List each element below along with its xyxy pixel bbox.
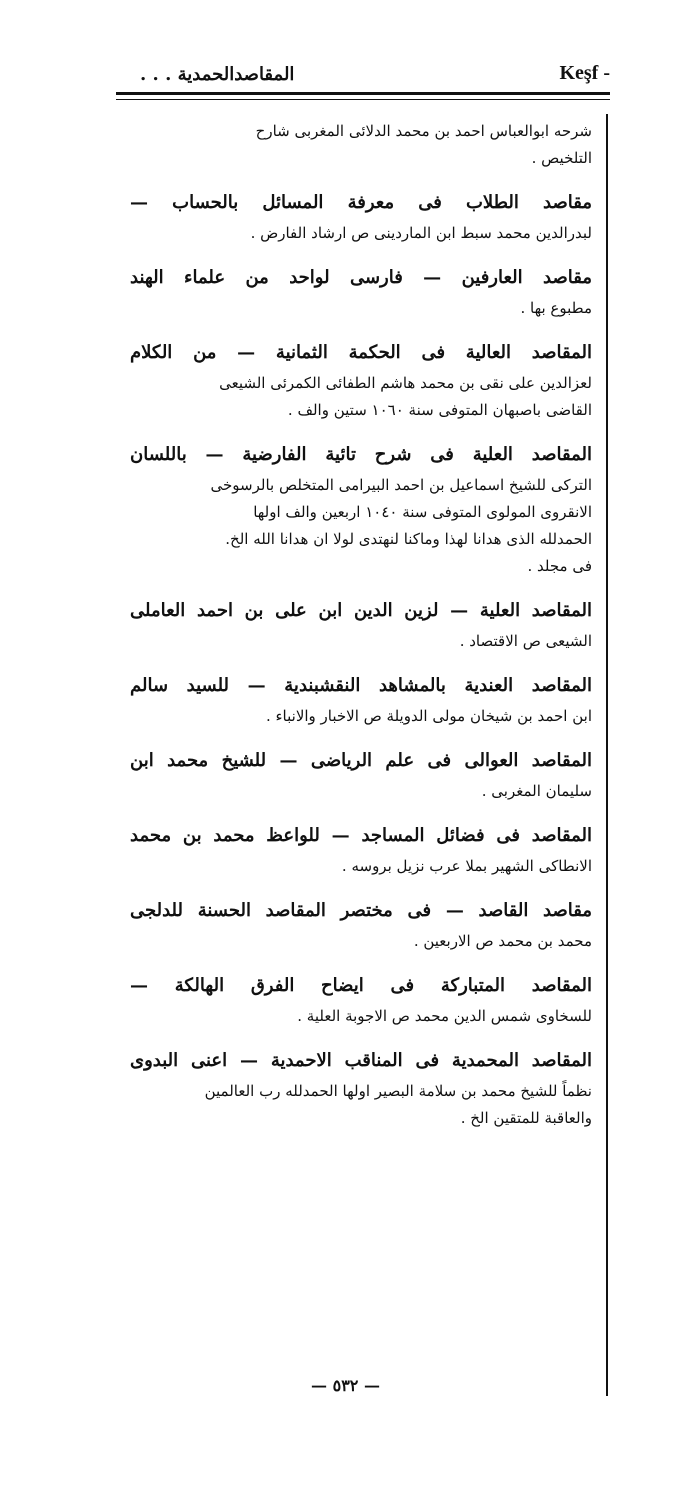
- entry-line: الشيعى ص الاقتصاد .: [459, 632, 592, 650]
- entry-line: لعزالدين على نقى بن محمد هاشم الطفائى الكمرئى الشيعى: [219, 374, 592, 392]
- entry: [130, 819, 592, 880]
- page-number: — ٥٣٢ —: [311, 1376, 380, 1395]
- entry-line: ابن احمد بن شيخان مولى الدويلة ص الاخبار والانباء .: [265, 707, 592, 725]
- entry: [130, 594, 592, 655]
- entry-line: سليمان المغربى .: [481, 782, 592, 800]
- entry-line: محمد بن محمد ص الاربعين .: [413, 932, 592, 950]
- entry: [130, 669, 592, 730]
- header-rule: [116, 92, 610, 95]
- entry-title: مقاصد القاصد — فى مختصر المقاصد الحسنة للدلجى: [130, 900, 592, 921]
- margin-rule: [606, 114, 608, 1396]
- entries-list: [130, 118, 592, 1378]
- entry-line: التركى للشيخ اسماعيل بن احمد البيرامى المتخلص بالرسوخى: [210, 476, 592, 494]
- entry: [130, 969, 592, 1030]
- entry-line: لبدرالدين محمد سبط ابن الماردينى ص ارشاد الفارض .: [250, 224, 592, 242]
- entry-line: القاضى باصبهان المتوفى سنة ١٠٦٠ ستين والف .: [287, 401, 592, 419]
- entry-title: المقاصد العندية بالمشاهد النقشبندية — للسيد سالم: [130, 675, 592, 696]
- entry-title: المقاصد العوالى فى علم الرياضى — للشيخ محمد ابن: [130, 750, 592, 771]
- entry-line: الانقروى المولوى المتوفى سنة ١٠٤٠ اربعين والف اولها: [253, 503, 592, 521]
- entry-title: مقاصد العارفين — فارسى لواحد من علماء الهند: [130, 267, 592, 288]
- running-head: [120, 62, 612, 92]
- entry-line: التلخيص .: [531, 149, 592, 167]
- entry-title: المقاصد المحمدية فى المناقب الاحمدية — اعنى البدوى: [130, 1050, 592, 1071]
- entry: [130, 118, 592, 172]
- entry-title: المقاصد فى فضائل المساجد — للواعظ محمد بن محمد: [130, 825, 592, 846]
- entry-line: الانطاكى الشهير بملا عرب نزيل بروسه .: [341, 857, 592, 875]
- entry: [130, 744, 592, 805]
- entry-line: نظماً للشيخ محمد بن سلامة البصير اولها الحمدلله رب العالمين: [204, 1082, 592, 1100]
- header-rule-thin: [116, 99, 610, 100]
- entry: [130, 336, 592, 424]
- entry-title: المقاصد المتباركة فى ايضاح الفرق الهالكة —: [130, 975, 592, 996]
- entry-title: المقاصد العلية فى شرح تائية الفارضية — باللسان: [130, 444, 592, 465]
- entry-line: للسخاوى شمس الدين محمد ص الاجوبة العلية .: [297, 1007, 592, 1025]
- entry: [130, 894, 592, 955]
- entry: [130, 438, 592, 580]
- entry-line: الحمدلله الذى هدانا لهذا وماكنا لنهتدى لولا ان هدانا الله الخ.: [225, 530, 592, 548]
- entry-line: والعاقبة للمتقين الخ .: [460, 1109, 592, 1127]
- entry-title: المقاصد العلية — لزين الدين ابن على بن احمد العاملى: [130, 600, 592, 621]
- entry: [130, 1044, 592, 1132]
- entry-title: مقاصد الطلاب فى معرفة المسائل بالحساب —: [130, 192, 592, 213]
- entry-line: شرحه ابوالعباس احمد بن محمد الدلائى المغربى شارح: [255, 122, 592, 140]
- entry: [130, 261, 592, 322]
- running-side-label: Keşf -: [559, 62, 610, 84]
- entry-line: مطبوع بها .: [520, 299, 592, 317]
- entry-title: المقاصد العالية فى الحكمة الثمانية — من الكلام: [130, 342, 592, 363]
- running-title: المقاصدالحمدية . . .: [140, 64, 295, 85]
- entry-line: فى مجلد .: [527, 557, 592, 575]
- entry: [130, 186, 592, 247]
